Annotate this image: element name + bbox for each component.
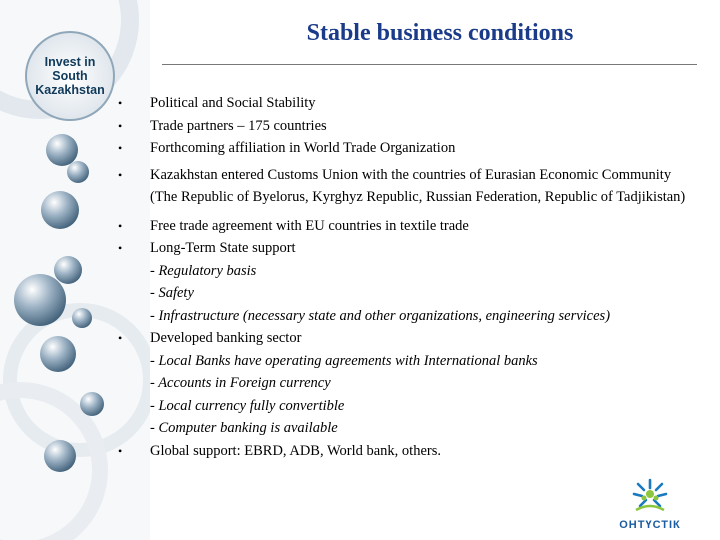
bullet-text: Free trade agreement with EU countries in textile trade xyxy=(150,217,469,234)
logo-text: ОНТҮСТІК xyxy=(619,519,681,531)
sub-item: - Safety xyxy=(150,285,194,301)
badge-line: Invest in xyxy=(44,55,96,69)
sphere-8 xyxy=(80,392,104,416)
sub-item: - Local currency fully convertible xyxy=(150,397,345,414)
sub-item: - Accounts in Foreign currency xyxy=(150,375,331,391)
bullet-dot-icon: • xyxy=(118,331,123,345)
title-divider xyxy=(162,64,697,65)
bullet-dot-icon: • xyxy=(118,96,123,110)
bullet-item xyxy=(110,164,700,209)
sub-item: - Computer banking is available xyxy=(150,420,338,436)
bullet-text: Long-Term State support xyxy=(150,240,296,256)
bullet-dot-icon: • xyxy=(118,218,123,233)
bullet-list xyxy=(110,92,700,462)
sub-item: - Regulatory basis xyxy=(150,262,257,279)
sphere-1 xyxy=(46,134,78,166)
bullet-item xyxy=(110,115,700,138)
sphere-7 xyxy=(40,336,76,372)
invest-badge xyxy=(28,34,112,118)
sphere-3 xyxy=(41,191,79,229)
bullet-text: Global support: EBRD, ADB, World bank, others. xyxy=(150,442,441,459)
sphere-6 xyxy=(72,308,92,328)
ontustik-logo xyxy=(600,478,700,534)
bullet-item xyxy=(110,327,700,440)
bullet-item xyxy=(110,137,700,160)
sphere-4 xyxy=(54,256,82,284)
bullet-text: Trade partners – 175 countries xyxy=(150,117,327,134)
bullet-item xyxy=(110,92,700,115)
sphere-9 xyxy=(44,440,76,472)
bullet-dot-icon: • xyxy=(118,167,123,182)
logo-mark-icon xyxy=(628,478,672,514)
slide-title: Stable business conditions xyxy=(306,20,574,46)
badge-line: South xyxy=(52,69,88,83)
sub-item: - Local Banks have operating agreements with International banks xyxy=(150,352,538,369)
sphere-5 xyxy=(14,274,66,326)
bullet-text: Political and Social Stability xyxy=(150,95,316,111)
sub-item: - Infrastructure (necessary state and other organizations, engineering services) xyxy=(150,307,611,324)
bullet-dot-icon: • xyxy=(118,241,123,255)
bullet-dot-icon: • xyxy=(118,141,123,155)
bullet-text: Developed banking sector xyxy=(150,330,302,346)
bullet-item xyxy=(110,215,700,238)
bullet-text: Forthcoming affiliation in World Trade Organization xyxy=(150,140,456,156)
bullet-item xyxy=(110,237,700,327)
sphere-2 xyxy=(67,161,89,183)
bullet-text: Kazakhstan entered Customs Union with the countries of Eurasian Economic Community (The Republic of Byelorus, Kyrghyz Republic, Russian Federation, Republic of Tadjikistan) xyxy=(150,166,686,205)
bullet-item xyxy=(110,440,700,463)
bullet-dot-icon: • xyxy=(118,443,123,458)
bullet-dot-icon: • xyxy=(118,118,123,133)
badge-line: Kazakhstan xyxy=(35,83,105,97)
